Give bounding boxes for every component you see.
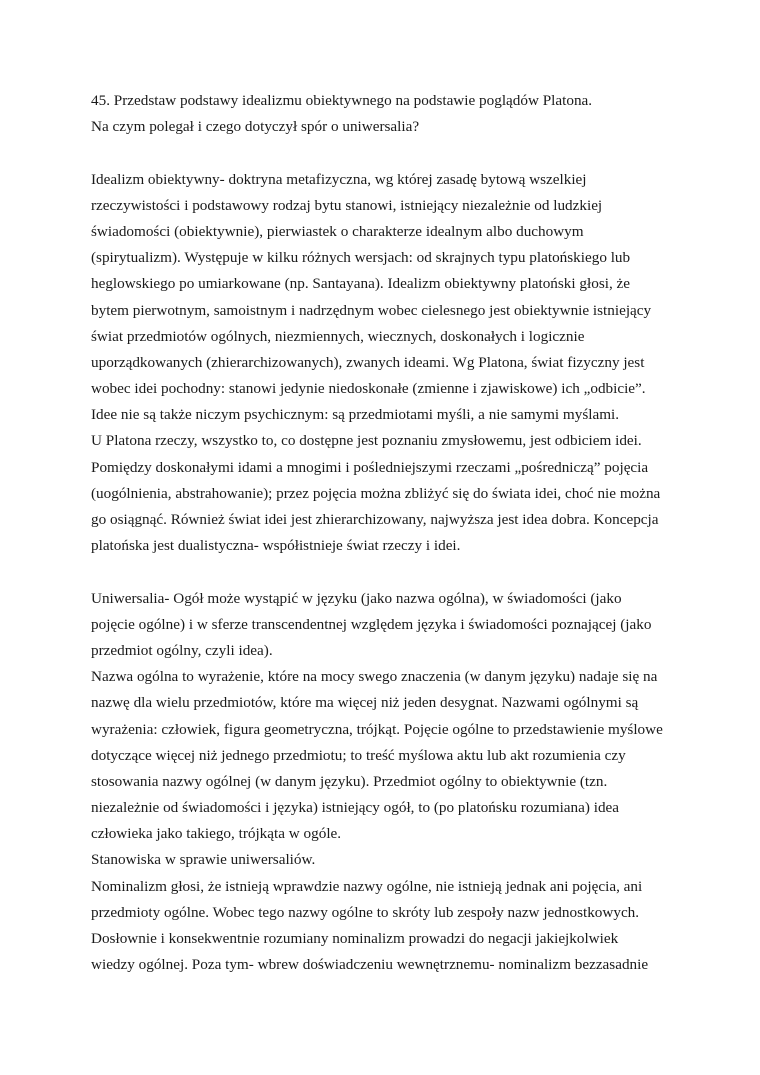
text-line: wobec idei pochodny: stanowi jedynie niedoskonałe (zmienne i zjawiskowe) ich „odbicie”.: [91, 380, 646, 398]
question-heading: [91, 88, 681, 140]
text-line: świat przedmiotów ogólnych, niezmiennych, wiecznych, doskonałych i logicznie: [91, 327, 585, 345]
text-line: niezależnie od świadomości i języka) istniejący ogół, to (po platońsku rozumiana) idea: [91, 799, 620, 817]
text-line: Idee nie są także niczym psychicznym: są przedmiotami myśli, a nie samymi myślami.: [91, 406, 620, 424]
text-line: Pomiędzy doskonałymi idami a mnogimi i pośledniejszymi rzeczami „pośredniczą” pojęcia: [91, 458, 649, 476]
text-line: platońska jest dualistyczna- współistnieje świat rzeczy i idei.: [91, 537, 461, 555]
text-line: przedmiot ogólny, czyli idea).: [91, 641, 273, 659]
text-line: Dosłownie i konsekwentnie rozumiany nominalizm prowadzi do negacji jakiejkolwiek: [91, 930, 619, 947]
text-line: Nazwa ogólna to wyrażenie, które na mocy swego znaczenia (w danym języku) nadaje się na: [91, 668, 658, 686]
document-body: [91, 88, 681, 978]
universals-paragraph: [91, 586, 681, 979]
text-line: 45. Przedstaw podstawy idealizmu obiektywnego na podstawie poglądów Platona.: [91, 92, 593, 109]
text-line: pojęcie ogólne) i w sferze transcendentnej względem języka i świadomości poznającej (jako: [91, 615, 652, 633]
text-line: (spirytualizm). Występuje w kilku różnych wersjach: od skrajnych typu platońskiego lub: [91, 249, 631, 267]
text-line: dotyczące więcej niż jednego przedmiotu; to treść myślowa aktu lub akt rozumienia czy: [91, 746, 626, 764]
text-line: go osiągnąć. Również świat idei jest zhierarchizowany, najwyższa jest idea dobra. Koncepcja: [91, 511, 659, 528]
blank-line: [91, 559, 681, 585]
text-line: Nominalizm głosi, że istnieją wprawdzie nazwy ogólne, nie istnieją jednak ani pojęcia, ani: [91, 877, 643, 895]
text-line: Idealizm obiektywny- doktryna metafizyczna, wg której zasadę bytową wszelkiej: [91, 170, 587, 188]
text-line: świadomości (obiektywnie), pierwiastek o charakterze idealnym albo duchowym: [91, 222, 584, 240]
text-line: Stanowiska w sprawie uniwersaliów.: [91, 851, 316, 869]
text-line: wyrażenia: człowiek, figura geometryczna, trójkąt. Pojęcie ogólne to przedstawienie myślowe: [91, 720, 663, 738]
text-line: nazwę dla wielu przedmiotów, które ma więcej niż jeden desygnat. Nazwami ogólnymi są: [91, 694, 639, 712]
text-line: stosowania nazwy ogólnej (w danym języku). Przedmiot ogólny to obiektywnie (tzn.: [91, 772, 608, 790]
idealism-paragraph: [91, 167, 681, 560]
text-line: przedmioty ogólne. Wobec tego nazwy ogólne to skróty lub zespoły nazw jednostkowych.: [91, 903, 640, 921]
text-line: (uogólnienia, abstrahowanie); przez pojęcia można zbliżyć się do świata idei, choć nie można: [91, 484, 661, 502]
text-line: Na czym polegał i czego dotyczył spór o uniwersalia?: [91, 118, 420, 136]
text-line: rzeczywistości i podstawowy rodzaj bytu stanowi, istniejący niezależnie od ludzkiej: [91, 196, 603, 214]
text-line: wiedzy ogólnej. Poza tym- wbrew doświadczeniu wewnętrznemu- nominalizm bezzasadnie: [91, 956, 649, 974]
text-line: heglowskiego po umiarkowane (np. Santayana). Idealizm obiektywny platoński głosi, że: [91, 275, 631, 293]
text-line: Uniwersalia- Ogół może wystąpić w języku (jako nazwa ogólna), w świadomości (jako: [91, 589, 622, 607]
text-line: człowieka jako takiego, trójkąta w ogóle.: [91, 825, 342, 843]
blank-line: [91, 140, 681, 166]
text-line: bytem pierwotnym, samoistnym i nadrzędnym wobec cielesnego jest obiektywnie istniejący: [91, 301, 652, 319]
text-line: uporządkowanych (zhierarchizowanych), zwanych ideami. Wg Platona, świat fizyczny jest: [91, 353, 645, 371]
text-line: U Platona rzeczy, wszystko to, co dostępne jest poznaniu zmysłowemu, jest odbiciem idei.: [91, 432, 642, 450]
